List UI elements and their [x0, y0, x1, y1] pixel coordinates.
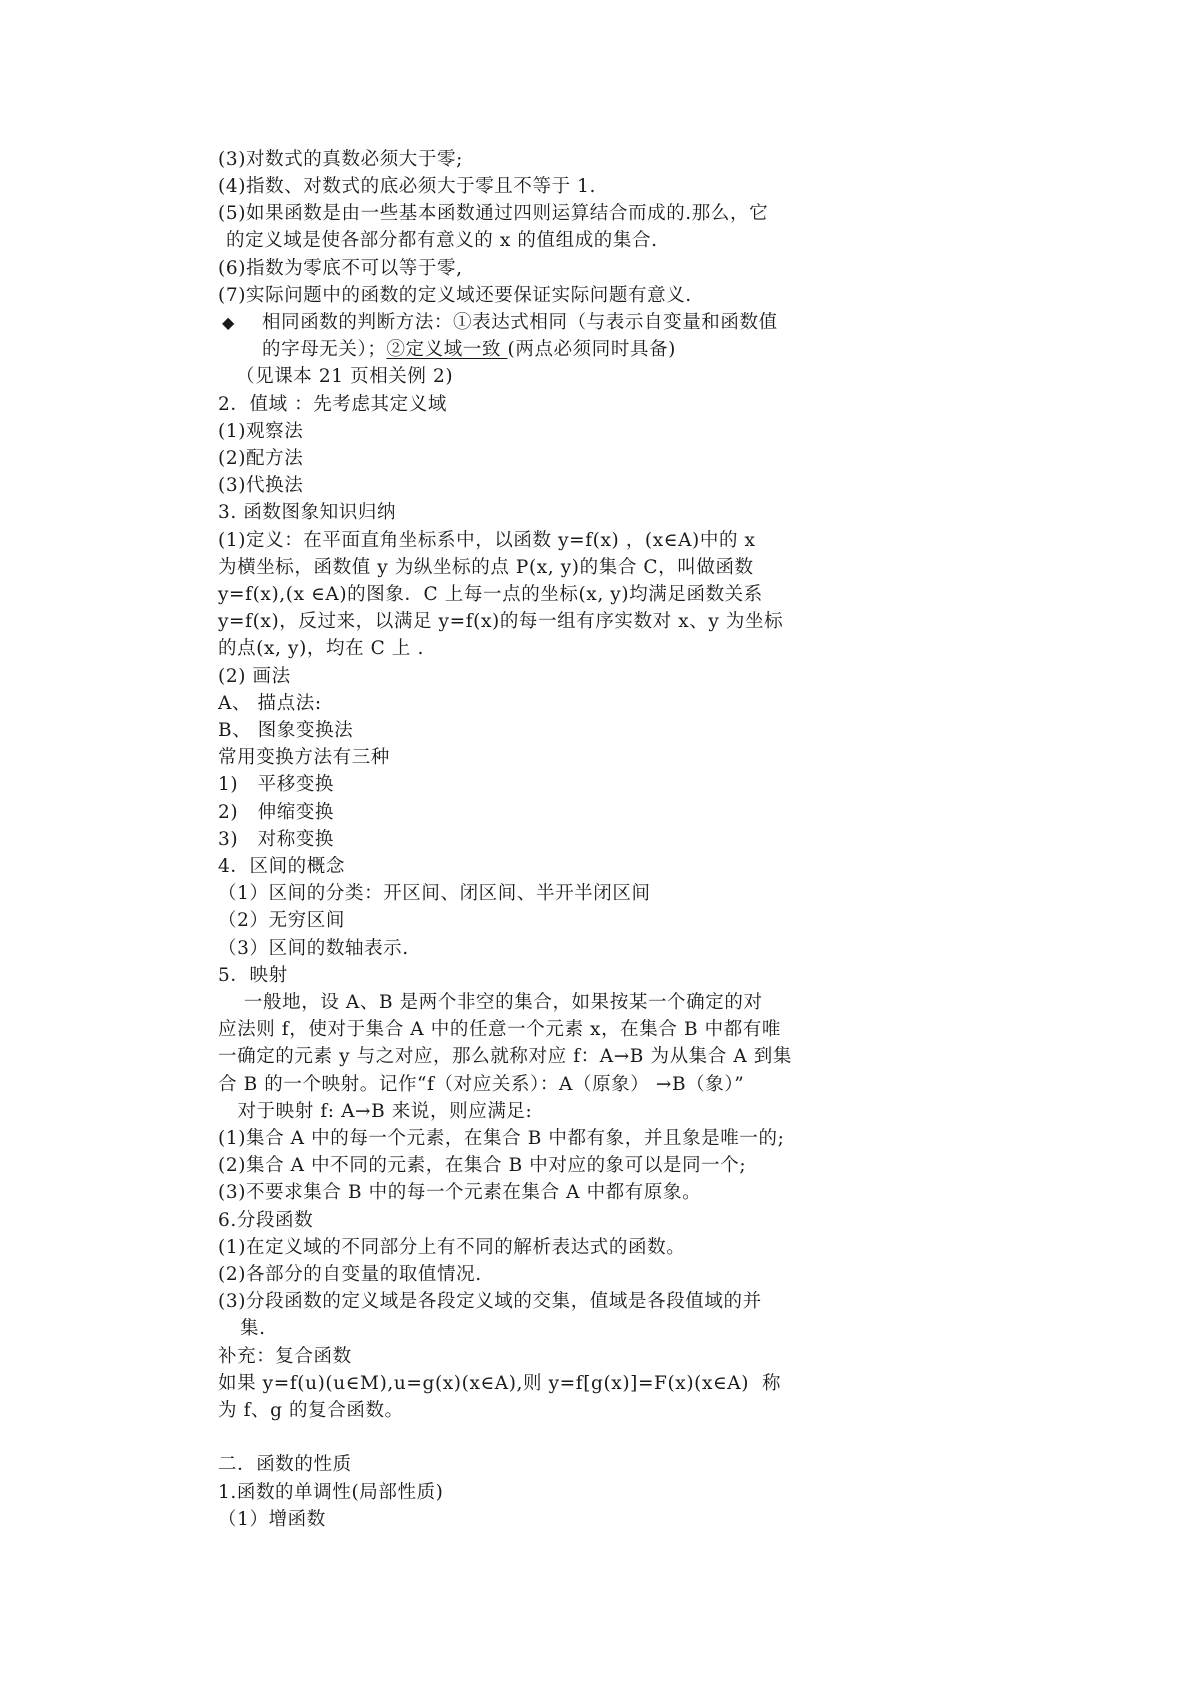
text-line: (7)实际问题中的函数的定义域还要保证实际问题有意义. [218, 285, 692, 306]
text-line: B、 图象变换法 [218, 720, 354, 741]
section-heading: 4．区间的概念 [218, 856, 345, 877]
section-heading: 2．值域 ：先考虑其定义域 [218, 394, 447, 415]
text-line: (3)不要求集合 B 中的每一个元素在集合 A 中都有原象。 [218, 1182, 702, 1203]
text-line: 如果 y=f(u)(u∈M),u=g(x)(x∈A),则 y=f[g(x)]=F(x)(x∈A) 称 [218, 1373, 782, 1394]
text-line: 应法则 f，使对于集合 A 中的任意一个元素 x，在集合 B 中都有唯 [218, 1019, 782, 1040]
text-line: (1)集合 A 中的每一个元素，在集合 B 中都有象，并且象是唯一的; [218, 1128, 785, 1149]
text-line: y=f(x)，反过来，以满足 y=f(x)的每一组有序实数对 x、y 为坐标 [218, 611, 784, 632]
section-heading: 5．映射 [218, 965, 288, 986]
text-line: 合 B 的一个映射。记作“f（对应关系）：A（原象） →B（象）” [218, 1074, 745, 1095]
text-line: 1) 平移变换 [218, 774, 335, 795]
text-line: 2) 伸缩变换 [218, 802, 335, 823]
text-line: 对于映射 f: A→B 来说，则应满足: [218, 1101, 533, 1122]
text-line: (6)指数为零底不可以等于零, [218, 258, 463, 279]
text-line: 相同函数的判断方法：①表达式相同（与表示自变量和函数值 [262, 312, 778, 333]
text-line: 一确定的元素 y 与之对应，那么就称对应 f：A→B 为从集合 A 到集 [218, 1046, 793, 1067]
section-heading: 二．函数的性质 [218, 1454, 352, 1475]
text-line: (1)定义：在平面直角坐标系中，以函数 y=f(x) ，(x∈A)中的 x [218, 530, 756, 551]
text-line: A、 描点法: [218, 693, 322, 714]
text-segment: 的字母无关）； [262, 339, 387, 360]
text-line: (2)配方法 [218, 448, 304, 469]
text-line: （见课本 21 页相关例 2) [236, 366, 454, 387]
text-line: （3）区间的数轴表示. [218, 938, 409, 959]
diamond-bullet-icon: ◆ [222, 313, 235, 332]
underlined-text: ②定义域一致 [386, 339, 508, 360]
text-line: (1)在定义域的不同部分上有不同的解析表达式的函数。 [218, 1237, 686, 1258]
text-line: 的定义域是使各部分都有意义的 x 的值组成的集合. [226, 230, 658, 251]
section-heading: 3. 函数图象知识归纳 [218, 502, 397, 523]
text-line [262, 337, 842, 363]
text-segment: (两点必须同时具备) [507, 339, 676, 360]
text-line: 为横坐标，函数值 y 为纵坐标的点 P(x, y)的集合 C，叫做函数 [218, 557, 754, 578]
text-line: (5)如果函数是由一些基本函数通过四则运算结合而成的.那么，它 [218, 203, 769, 224]
text-line: （1）增函数 [218, 1509, 326, 1530]
text-line: (3)对数式的真数必须大于零; [218, 149, 463, 170]
text-line: 为 f、g 的复合函数。 [218, 1400, 404, 1421]
text-line: (2)各部分的自变量的取值情况. [218, 1264, 482, 1285]
text-line: (2)集合 A 中不同的元素，在集合 B 中对应的象可以是同一个; [218, 1155, 747, 1176]
text-line: （2）无穷区间 [218, 910, 345, 931]
text-line: 一般地，设 A、B 是两个非空的集合，如果按某一个确定的对 [218, 992, 763, 1013]
text-line: 常用变换方法有三种 [218, 747, 390, 768]
text-line: 的点(x, y)，均在 C 上 . [218, 638, 424, 659]
text-line: (4)指数、对数式的底必须大于零且不等于 1. [218, 176, 597, 197]
section-heading: 6.分段函数 [218, 1210, 314, 1231]
text-line: (2) 画法 [218, 666, 291, 687]
text-line: y=f(x),(x ∈A)的图象．C 上每一点的坐标(x, y)均满足函数关系 [218, 584, 763, 605]
text-line: (3)分段函数的定义域是各段定义域的交集，值域是各段值域的并 [218, 1291, 762, 1312]
text-line: 集. [240, 1318, 266, 1339]
text-line: 3) 对称变换 [218, 829, 335, 850]
text-line: (1)观察法 [218, 421, 304, 442]
text-line: (3)代换法 [218, 475, 304, 496]
section-heading: 1.函数的单调性(局部性质) [218, 1482, 444, 1503]
text-line: （1）区间的分类：开区间、闭区间、半开半闭区间 [218, 883, 651, 904]
section-heading: 补充：复合函数 [218, 1346, 352, 1367]
